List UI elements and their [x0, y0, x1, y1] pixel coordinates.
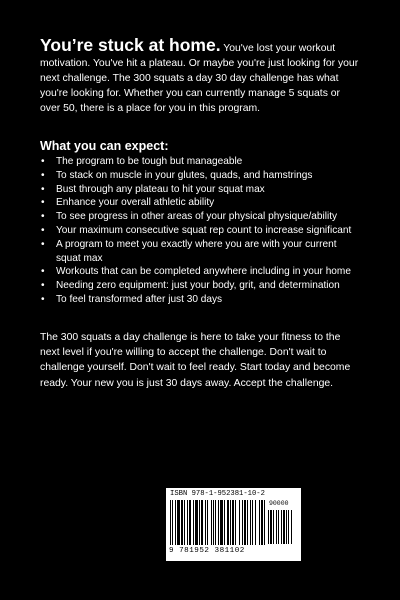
barcode-stripe [281, 510, 282, 544]
bullet-icon: • [41, 183, 45, 195]
list-item [40, 293, 362, 307]
barcode-stripe [207, 500, 208, 545]
barcode-stripe [184, 500, 185, 545]
bullet-icon: • [41, 280, 45, 292]
isbn-barcode [166, 488, 301, 561]
intro-body: You've lost your workout motivation. You've hit a plateau. Or maybe you're just looking for your next challenge. The 300 squats a day 30 day challenge has what you're looking for. Whether you can currently manage 5 squats or over 50, there is a place for you in this program. [40, 43, 359, 114]
barcode-stripe [193, 500, 194, 545]
barcode-stripe [211, 500, 212, 545]
list-item-text: Needing zero equipment: just your body, grit, and determination [56, 280, 340, 292]
list-item-text: Workouts that can be completed anywhere including in your home [56, 266, 351, 278]
barcode-stripe [235, 500, 236, 545]
bullet-icon: • [41, 169, 45, 181]
list-item [40, 224, 362, 238]
intro-paragraph [40, 35, 362, 116]
ean-digits: 9 781952 381102 [169, 547, 245, 555]
barcode-stripe [247, 500, 248, 545]
expect-title: What you can expect: [40, 139, 169, 153]
barcode-stripe [205, 500, 206, 545]
barcode-stripe [175, 500, 176, 545]
barcode-stripe [286, 510, 287, 544]
barcode-bars-icon [170, 500, 266, 547]
barcode-stripe [224, 500, 225, 545]
barcode-stripe [288, 510, 289, 544]
bullet-icon: • [41, 197, 45, 209]
barcode-stripe [283, 510, 285, 544]
list-item-text: The program to be tough but manageable [56, 156, 243, 167]
closing-paragraph: The 300 squats a day challenge is here to take your fitness to the next level if you're willing to accept the challenge. Don't wait to challenge yourself. Don't wait to feel ready. Start today and become ready. Your new you is just 30 days away. Accept the challenge. [40, 332, 351, 389]
barcode-stripe [250, 500, 251, 545]
list-item-text: Bust through any plateau to hit your squat max [56, 183, 265, 195]
bullet-icon: • [41, 211, 45, 223]
list-item [40, 169, 362, 183]
bullet-icon: • [41, 156, 45, 167]
barcode-stripe [172, 500, 173, 545]
list-item-text: To feel transformed after just 30 days [56, 293, 223, 305]
barcode-stripe [242, 500, 243, 545]
barcode-stripe [264, 500, 265, 545]
barcode-stripe [213, 500, 214, 545]
addon-digits: 90000 [269, 500, 289, 507]
bullet-icon: • [41, 224, 45, 236]
list-item [40, 265, 362, 279]
barcode-stripe [276, 510, 277, 544]
bullet-icon: • [41, 238, 45, 250]
barcode-stripe [227, 500, 229, 545]
barcode-stripe [273, 510, 274, 544]
barcode-stripe [261, 500, 263, 545]
barcode-stripe [259, 500, 260, 545]
list-item [40, 238, 362, 266]
list-item-text: Enhance your overall athletic ability [56, 197, 215, 209]
barcode-stripe [181, 500, 183, 545]
barcode-stripe [177, 500, 180, 545]
barcode-stripe [239, 500, 240, 545]
list-item-text: A program to meet you exactly where you are with your current squat max [56, 238, 337, 264]
barcode-stripe [201, 500, 203, 545]
list-item [40, 210, 362, 224]
headline: You’re stuck at home. [40, 35, 221, 55]
list-item [40, 279, 362, 293]
list-item [40, 196, 362, 210]
barcode-stripe [291, 510, 292, 544]
barcode-stripe [195, 500, 198, 545]
barcode-stripe [189, 500, 191, 545]
barcode-stripe [278, 510, 279, 544]
barcode-stripe [170, 500, 171, 545]
barcode-stripe [255, 500, 256, 545]
barcode-stripe [232, 500, 234, 545]
list-item-text: To stack on muscle in your glutes, quads, and hamstrings [56, 169, 313, 181]
bullet-icon: • [41, 293, 45, 305]
barcode-stripe [199, 500, 200, 545]
barcode-stripe [252, 500, 253, 545]
list-item [40, 155, 362, 169]
barcode-stripe [230, 500, 231, 545]
barcode-stripe [268, 510, 269, 544]
bullet-icon: • [41, 266, 45, 278]
list-item [40, 183, 362, 197]
list-item-text: Your maximum consecutive squat rep count to increase significant [56, 224, 352, 236]
isbn-label: ISBN 978-1-952381-10-2 [170, 490, 265, 498]
barcode-stripe [270, 510, 272, 544]
barcode-stripe [218, 500, 219, 545]
barcode-stripe [215, 500, 216, 545]
list-item-text: To see progress in other areas of your physical physique/ability [56, 211, 338, 223]
expect-list [40, 155, 362, 307]
barcode-stripe [187, 500, 188, 545]
barcode-stripe [220, 500, 223, 545]
barcode-stripe [244, 500, 246, 545]
